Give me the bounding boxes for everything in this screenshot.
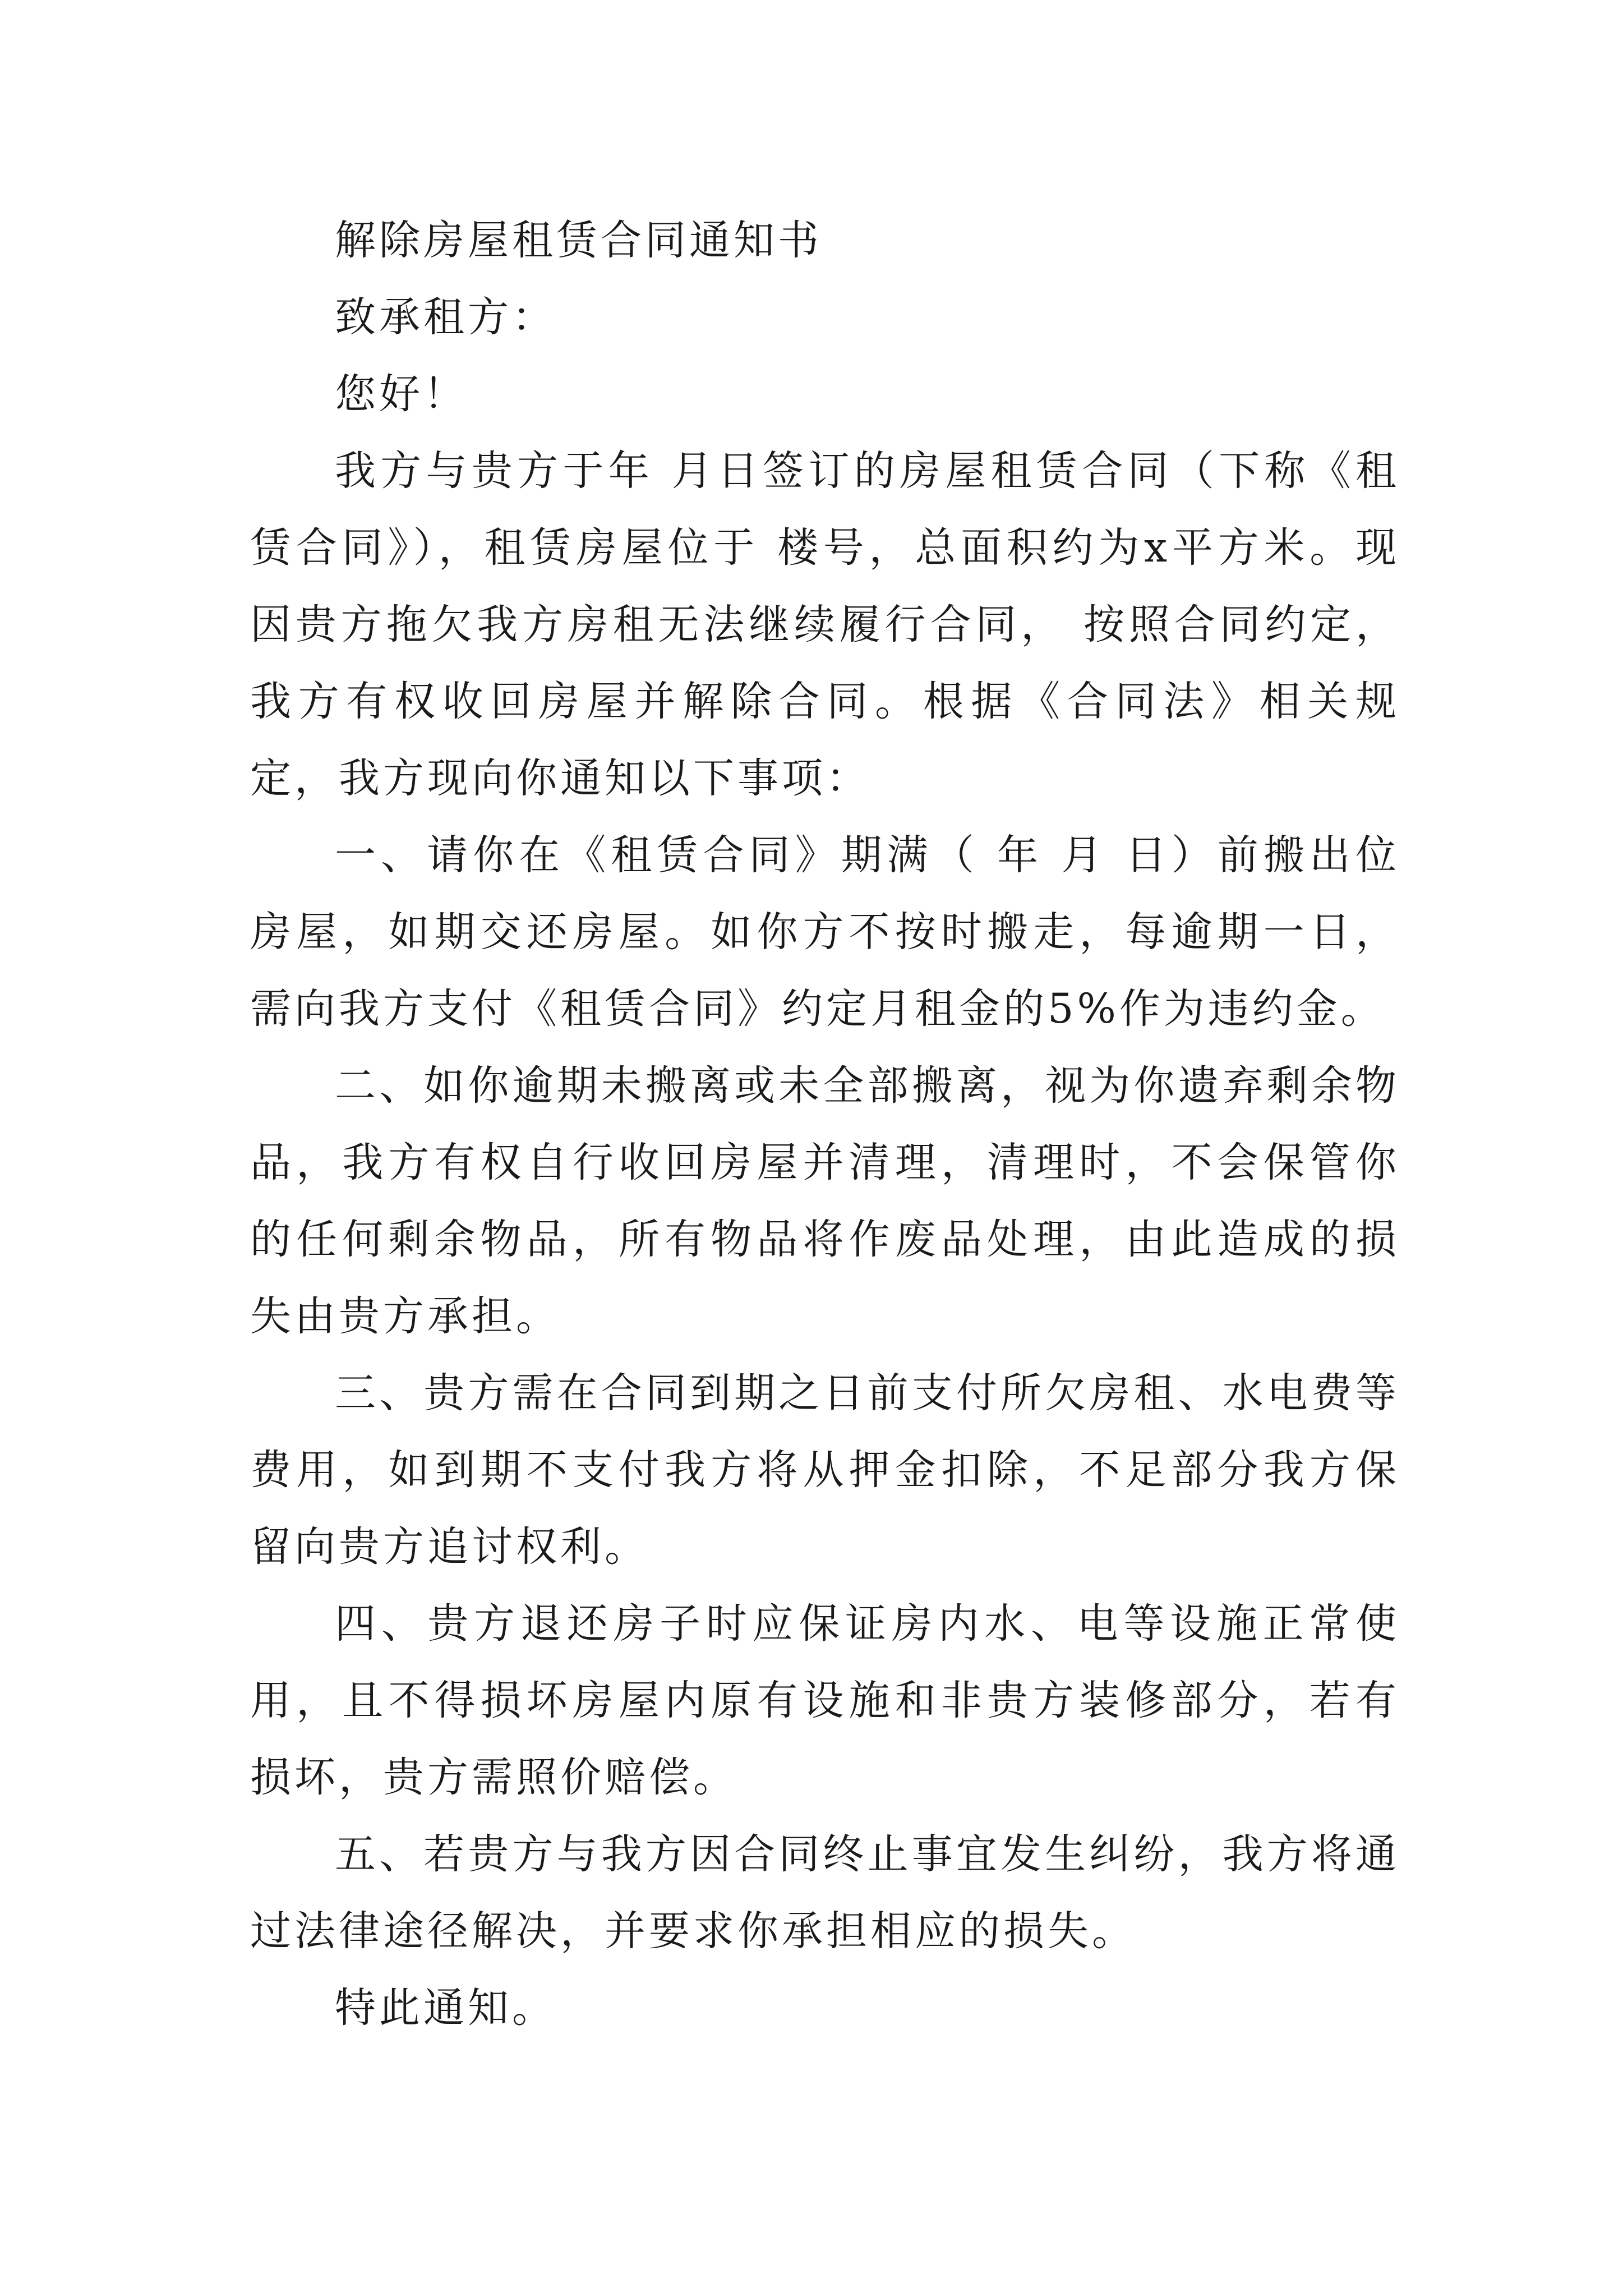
document-body	[250, 202, 1400, 2046]
paragraph-item-3: 三、贵方需在合同到期之日前支付所欠房租、水电费等费用，如到期不支付我方将从押金扣除，不足部分我方保留向贵方追讨权利。	[250, 1369, 1400, 1571]
paragraph-item-2: 二、如你逾期未搬离或未全部搬离，视为你遗弃剩余物品，我方有权自行收回房屋并清理，清理时，不会保管你的任何剩余物品，所有物品将作废品处理，由此造成的损失由贵方承担。	[250, 1062, 1400, 1340]
paragraph-item-4: 四、贵方退还房子时应保证房内水、电等设施正常使用，且不得损坏房屋内原有设施和非贵方装修部分，若有损坏，贵方需照价赔偿。	[250, 1600, 1400, 1801]
paragraph-item-5: 五、若贵方与我方因合同终止事宜发生纠纷，我方将通过法律途径解决，并要求你承担相应的损失。	[250, 1830, 1400, 1955]
paragraph-intro: 我方与贵方于年 月日签订的房屋租赁合同（下称《租赁合同》），租赁房屋位于 楼号，总面积约为x平方米。现因贵方拖欠我方房租无法继续履行合同， 按照合同约定，我方有权收回房屋并解除合同。根据《合同法》相关规定，我方现向你通知以下事项：	[250, 447, 1400, 802]
paragraph-item-1: 一、请你在《租赁合同》期满（ 年 月 日）前搬出位房屋，如期交还房屋。如你方不按时搬走，每逾期一日，需向我方支付《租赁合同》约定月租金的5%作为违约金。	[250, 831, 1400, 1033]
salutation: 致承租方：	[335, 293, 556, 341]
closing-line: 特此通知。	[335, 1984, 556, 2032]
document-title: 解除房屋租赁合同通知书	[335, 217, 822, 264]
greeting: 您好！	[335, 370, 468, 418]
